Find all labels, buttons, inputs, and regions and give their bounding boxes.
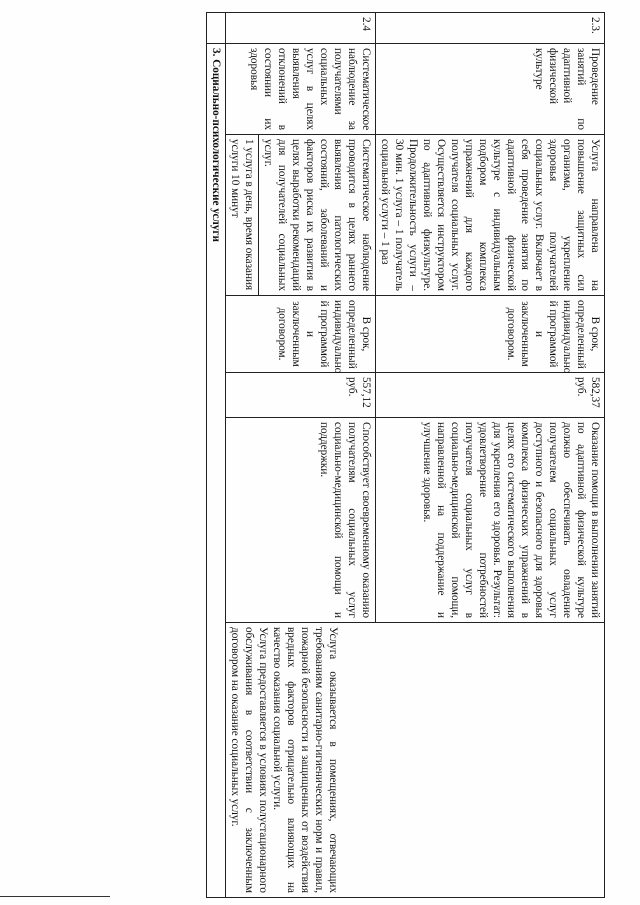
footnote-rule xyxy=(0,896,110,897)
service-description-2-3: Услуга направлена на повышение защитных сил организма, укрепление здоровья получателей социальных услуг. Включает в себя проведение занятия по адаптивной физической культуре с индивидуальным подбором комплекса упражнений для каждого получателя социальных услуг. Осуществляется инструктором по адаптивной физкультуре. Продолжительность услуги – 30 мин. 1 услуга – 1 получатель социальной услуги – 1 раз xyxy=(376,135,605,296)
service-result-2-3: Оказание помощи в выполнении занятий по адаптивной физической культуре должно обеспечивать овладение получателем социальных услуг доступного и безопасного для здоровья комплекса физических упражнений в целях его систематического выполнения для укрепления его здоровья. Результат: удовлетворение потребностей получателя социальных услуг в социально-медицинской помощи, направленной на поддержание и улучшение здоровья. xyxy=(376,418,605,623)
rotated-services-table xyxy=(117,12,605,892)
services-table xyxy=(206,12,605,898)
service-price-2-4: 557,12 руб. xyxy=(226,373,376,418)
table-row xyxy=(207,13,226,898)
service-term-2-3: В срок, определенный индивидуально й программой и заключенным договором. xyxy=(376,296,605,373)
row-number-2-3: 2.3. xyxy=(376,13,605,44)
conditions-paragraph-2: Услуга предоставляется в условиях полустационарного обслуживания в соответствии с заключенным договором на оказание социальных услуг. xyxy=(229,627,269,893)
conditions-paragraph-1: Услуга оказывается в помещениях, отвечающих требованиям санитарно-гигиенических норм и правил, пожарной безопасности и защищенных от воздействия вредных факторов отрицательно влияющих на качество оказания социальной услуги. xyxy=(271,627,339,893)
table-row xyxy=(376,13,605,898)
service-price-2-3: 582,37 руб. xyxy=(376,373,605,418)
row-number-2-4: 2.4 xyxy=(226,13,376,44)
service-name-2-3: Проведение занятий по адаптивной физической культуре xyxy=(376,44,605,135)
section-number-cell xyxy=(207,13,226,44)
service-result-2-4: Способствует своевременному оказанию получателям социальных услуг социально-медицинской помощи и поддержки. xyxy=(226,418,376,623)
service-conditions xyxy=(226,623,605,898)
service-name-2-4: Систематическое наблюдение за получателями социальных услуг в целях выявления отклонений в состоянии их здоровья xyxy=(226,44,376,135)
service-term-2-4: В срок, определенный индивидуально й программой и заключенным договором. xyxy=(226,296,376,373)
service-description-2-4: Систематическое наблюдение проводится в целях раннего выявления патологических состояний, заболеваний и факторов риска их развития в целях выработки рекомендаций для получателей социальных услуг. xyxy=(259,135,376,296)
service-unit-2-4: 1 услуга в день, время оказания услуги 10 минут xyxy=(226,135,259,296)
section-title: 3. Социально-психологические услуги xyxy=(207,44,226,898)
